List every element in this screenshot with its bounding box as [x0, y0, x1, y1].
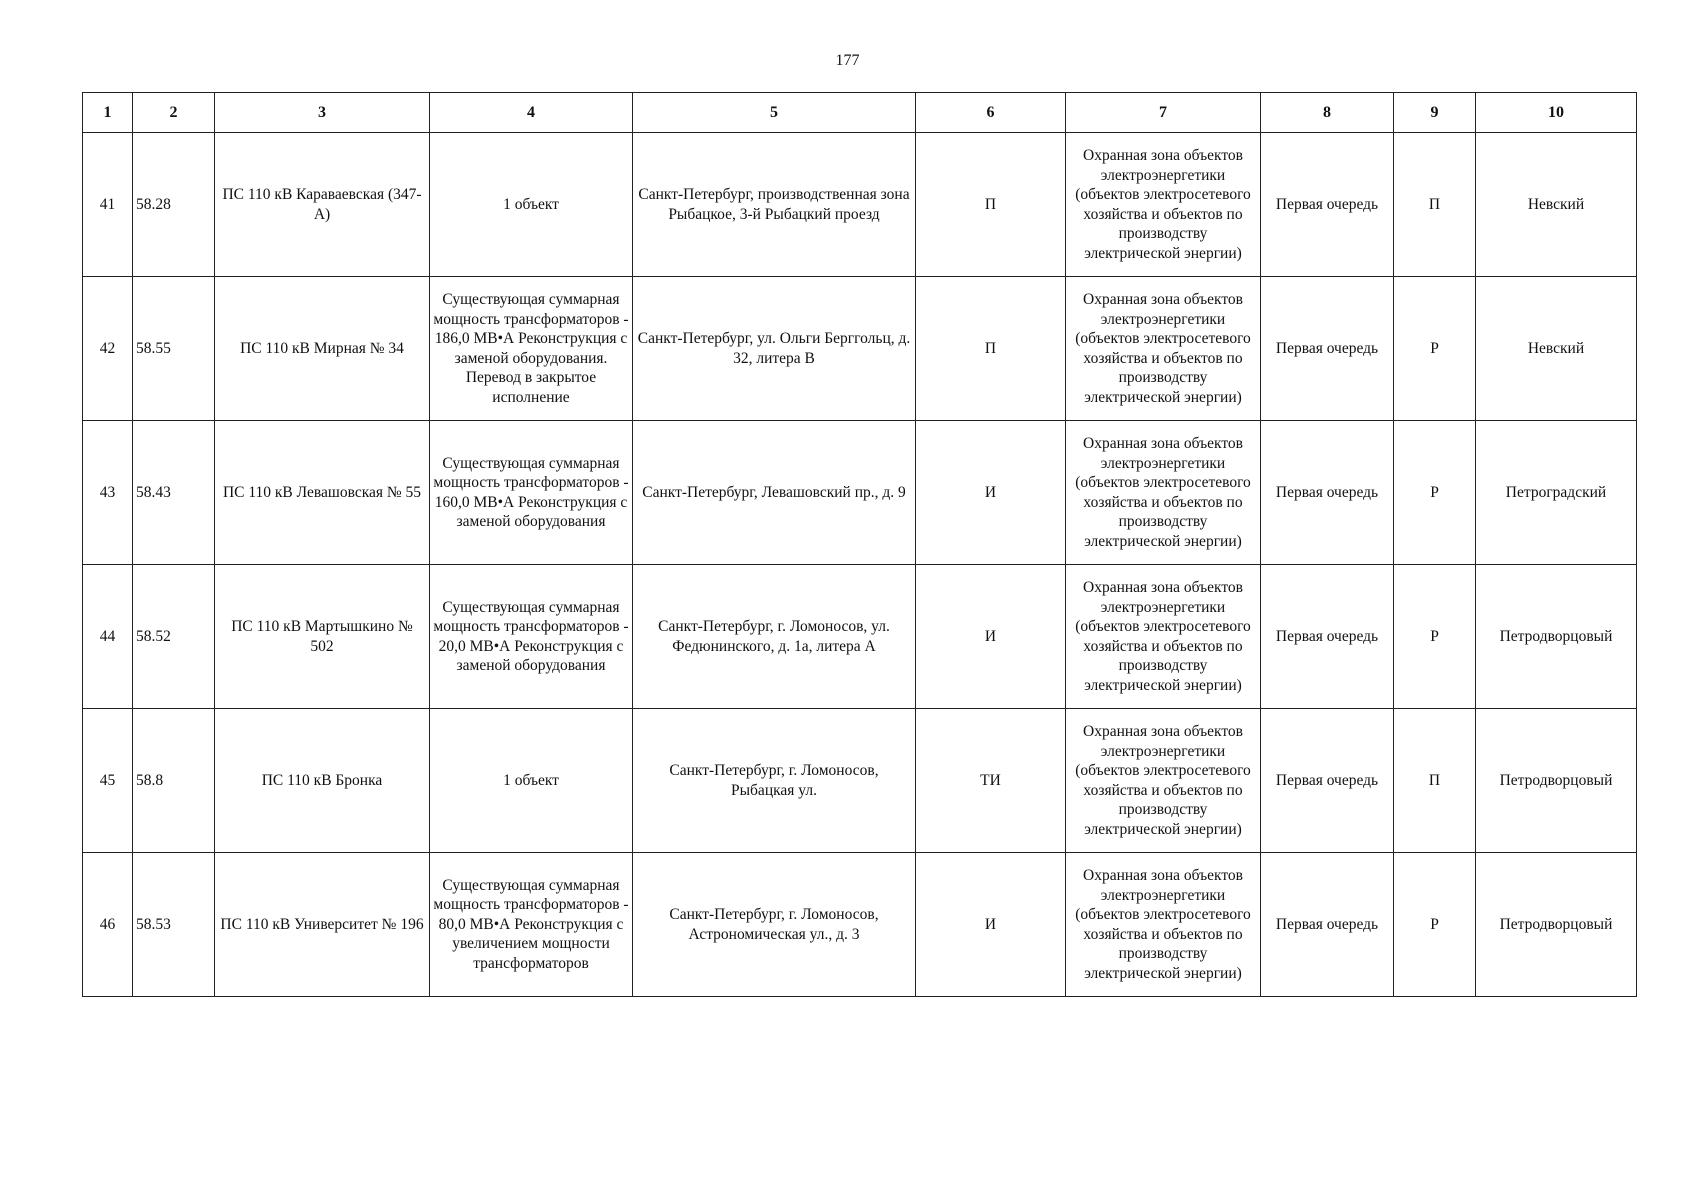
protection-zone: Охранная зона объектов электроэнергетики (объектов электросетевого хозяйства и объектов по производству электрической энергии) [1066, 277, 1261, 421]
implementation-stage: Первая очередь [1261, 565, 1394, 709]
object-characteristics: Существующая суммарная мощность трансформаторов - 20,0 МВ•А Реконструкция с заменой оборудования [430, 565, 633, 709]
object-status: ТИ [916, 709, 1066, 853]
object-location: Санкт-Петербург, Левашовский пр., д. 9 [633, 421, 916, 565]
row-number: 42 [83, 277, 133, 421]
table-row [83, 133, 1637, 277]
object-name: ПС 110 кВ Левашовская № 55 [215, 421, 430, 565]
object-location: Санкт-Петербург, ул. Ольги Берггольц, д. 32, литера В [633, 277, 916, 421]
column-header: 7 [1066, 93, 1261, 133]
object-type: Р [1394, 853, 1476, 997]
table-row [83, 853, 1637, 997]
object-name: ПС 110 кВ Бронка [215, 709, 430, 853]
object-name: ПС 110 кВ Мирная № 34 [215, 277, 430, 421]
object-location: Санкт-Петербург, г. Ломоносов, Рыбацкая ул. [633, 709, 916, 853]
column-header: 3 [215, 93, 430, 133]
protection-zone: Охранная зона объектов электроэнергетики (объектов электросетевого хозяйства и объектов по производству электрической энергии) [1066, 565, 1261, 709]
object-code: 58.43 [133, 421, 215, 565]
implementation-stage: Первая очередь [1261, 709, 1394, 853]
row-number: 41 [83, 133, 133, 277]
row-number: 46 [83, 853, 133, 997]
implementation-stage: Первая очередь [1261, 277, 1394, 421]
object-type: П [1394, 133, 1476, 277]
district: Петродворцовый [1476, 853, 1637, 997]
protection-zone: Охранная зона объектов электроэнергетики (объектов электросетевого хозяйства и объектов по производству электрической энергии) [1066, 421, 1261, 565]
column-header: 10 [1476, 93, 1637, 133]
column-header: 8 [1261, 93, 1394, 133]
object-name: ПС 110 кВ Караваевская (347-А) [215, 133, 430, 277]
table-header-row [83, 93, 1637, 133]
protection-zone: Охранная зона объектов электроэнергетики (объектов электросетевого хозяйства и объектов по производству электрической энергии) [1066, 853, 1261, 997]
column-header: 6 [916, 93, 1066, 133]
objects-table [82, 92, 1637, 997]
table-row [83, 277, 1637, 421]
object-type: П [1394, 709, 1476, 853]
object-characteristics: Существующая суммарная мощность трансформаторов - 80,0 МВ•А Реконструкция с увеличением мощности трансформаторов [430, 853, 633, 997]
district: Невский [1476, 277, 1637, 421]
district: Петродворцовый [1476, 709, 1637, 853]
implementation-stage: Первая очередь [1261, 853, 1394, 997]
table-row [83, 709, 1637, 853]
district: Невский [1476, 133, 1637, 277]
table-row [83, 421, 1637, 565]
object-characteristics: Существующая суммарная мощность трансформаторов - 186,0 МВ•А Реконструкция с заменой оборудования. Перевод в закрытое исполнение [430, 277, 633, 421]
object-status: И [916, 853, 1066, 997]
column-header: 2 [133, 93, 215, 133]
object-location: Санкт-Петербург, г. Ломоносов, ул. Федюнинского, д. 1а, литера А [633, 565, 916, 709]
protection-zone: Охранная зона объектов электроэнергетики (объектов электросетевого хозяйства и объектов по производству электрической энергии) [1066, 709, 1261, 853]
district: Петроградский [1476, 421, 1637, 565]
row-number: 43 [83, 421, 133, 565]
object-characteristics: Существующая суммарная мощность трансформаторов - 160,0 МВ•А Реконструкция с заменой оборудования [430, 421, 633, 565]
district: Петродворцовый [1476, 565, 1637, 709]
object-status: П [916, 277, 1066, 421]
column-header: 4 [430, 93, 633, 133]
column-header: 5 [633, 93, 916, 133]
object-code: 58.55 [133, 277, 215, 421]
row-number: 44 [83, 565, 133, 709]
object-name: ПС 110 кВ Мартышкино № 502 [215, 565, 430, 709]
object-characteristics: 1 объект [430, 133, 633, 277]
object-characteristics: 1 объект [430, 709, 633, 853]
object-type: Р [1394, 421, 1476, 565]
column-header: 9 [1394, 93, 1476, 133]
object-status: П [916, 133, 1066, 277]
table-row [83, 565, 1637, 709]
page-number: 177 [835, 52, 860, 69]
object-location: Санкт-Петербург, г. Ломоносов, Астрономическая ул., д. 3 [633, 853, 916, 997]
object-type: Р [1394, 277, 1476, 421]
object-code: 58.52 [133, 565, 215, 709]
object-status: И [916, 565, 1066, 709]
protection-zone: Охранная зона объектов электроэнергетики (объектов электросетевого хозяйства и объектов по производству электрической энергии) [1066, 133, 1261, 277]
row-number: 45 [83, 709, 133, 853]
object-code: 58.28 [133, 133, 215, 277]
object-code: 58.8 [133, 709, 215, 853]
implementation-stage: Первая очередь [1261, 133, 1394, 277]
object-location: Санкт-Петербург, производственная зона Рыбацкое, 3-й Рыбацкий проезд [633, 133, 916, 277]
object-code: 58.53 [133, 853, 215, 997]
column-header: 1 [83, 93, 133, 133]
implementation-stage: Первая очередь [1261, 421, 1394, 565]
object-type: Р [1394, 565, 1476, 709]
object-status: И [916, 421, 1066, 565]
object-name: ПС 110 кВ Университет № 196 [215, 853, 430, 997]
